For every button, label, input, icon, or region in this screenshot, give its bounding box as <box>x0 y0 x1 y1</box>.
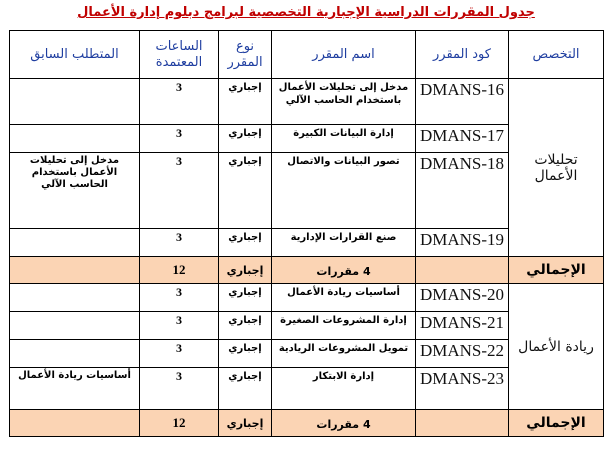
header-course-type: نوع المقرر <box>219 31 272 79</box>
table-row <box>10 79 604 125</box>
prerequisite <box>10 284 140 312</box>
page-title-text: جدول المقررات الدراسية الإجبارية التخصصية لبرامج دبلوم إدارة الأعمال <box>77 5 535 20</box>
course-type: إجباري <box>219 312 272 340</box>
total-label: الإجمالي <box>509 257 604 284</box>
total-credit-hours: 12 <box>140 410 219 437</box>
total-courses-count: 4 مقررات <box>272 410 416 437</box>
course-type: إجباري <box>219 153 272 229</box>
total-courses-count: 4 مقررات <box>272 257 416 284</box>
course-type: إجباري <box>219 79 272 125</box>
course-code: DMANS-22 <box>416 340 509 368</box>
specialization-cell: تحليلات الأعمال <box>509 79 604 257</box>
credit-hours: 3 <box>140 284 219 312</box>
course-code: DMANS-18 <box>416 153 509 229</box>
courses-table <box>9 30 604 437</box>
total-row <box>10 257 604 284</box>
course-type: إجباري <box>219 368 272 410</box>
page-title <box>0 2 612 24</box>
credit-hours: 3 <box>140 229 219 257</box>
prerequisite <box>10 312 140 340</box>
course-code: DMANS-17 <box>416 125 509 153</box>
header-course-name: اسم المقرر <box>272 31 416 79</box>
prerequisite: أساسيات ريادة الأعمال <box>10 368 140 410</box>
credit-hours: 3 <box>140 79 219 125</box>
course-name: إدارة المشروعات الصغيرة <box>272 312 416 340</box>
prerequisite <box>10 340 140 368</box>
total-row <box>10 410 604 437</box>
prerequisite <box>10 125 140 153</box>
credit-hours: 3 <box>140 125 219 153</box>
course-type: إجباري <box>219 284 272 312</box>
credit-hours: 3 <box>140 153 219 229</box>
course-code: DMANS-23 <box>416 368 509 410</box>
total-course-type: إجباري <box>219 410 272 437</box>
course-type: إجباري <box>219 125 272 153</box>
total-label: الإجمالي <box>509 410 604 437</box>
header-prerequisite: المتطلب السابق <box>10 31 140 79</box>
course-name: أساسيات ريادة الأعمال <box>272 284 416 312</box>
course-name: إدارة الابتكار <box>272 368 416 410</box>
course-name: تمويل المشروعات الريادية <box>272 340 416 368</box>
prerequisite <box>10 79 140 125</box>
credit-hours: 3 <box>140 340 219 368</box>
course-code: DMANS-20 <box>416 284 509 312</box>
total-empty-cell <box>416 257 509 284</box>
table-header-row <box>10 31 604 79</box>
header-course-code: كود المقرر <box>416 31 509 79</box>
course-name: صنع القرارات الإدارية <box>272 229 416 257</box>
course-code: DMANS-16 <box>416 79 509 125</box>
course-name: تصور البيانات والاتصال <box>272 153 416 229</box>
course-name: إدارة البيانات الكبيرة <box>272 125 416 153</box>
course-code: DMANS-21 <box>416 312 509 340</box>
course-name: مدخل إلى تحليلات الأعمال باستخدام الحاسب الآلي <box>272 79 416 125</box>
credit-hours: 3 <box>140 368 219 410</box>
total-empty-cell <box>10 410 140 437</box>
prerequisite: مدخل إلى تحليلات الأعمال باستخدام الحاسب الآلي <box>10 153 140 229</box>
credit-hours: 3 <box>140 312 219 340</box>
prerequisite <box>10 229 140 257</box>
total-empty-cell <box>10 257 140 284</box>
course-type: إجباري <box>219 340 272 368</box>
total-empty-cell <box>416 410 509 437</box>
course-type: إجباري <box>219 229 272 257</box>
header-credit-hours: الساعات المعتمدة <box>140 31 219 79</box>
course-code: DMANS-19 <box>416 229 509 257</box>
total-course-type: إجباري <box>219 257 272 284</box>
table-row <box>10 284 604 312</box>
specialization-cell: ريادة الأعمال <box>509 284 604 410</box>
header-specialization: التخصص <box>509 31 604 79</box>
total-credit-hours: 12 <box>140 257 219 284</box>
